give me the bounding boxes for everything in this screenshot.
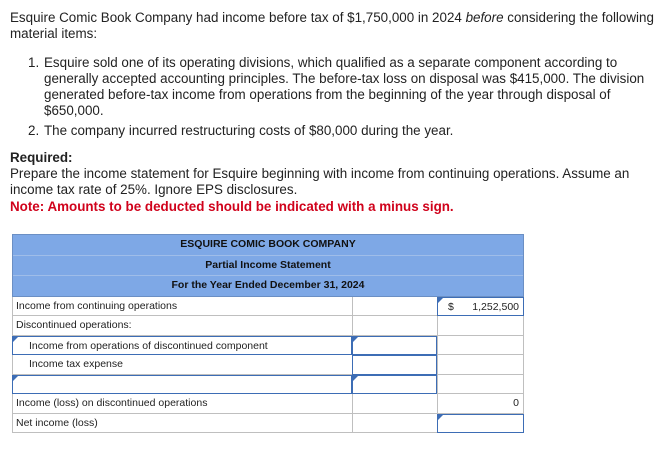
cell-value: 1,252,500	[472, 300, 519, 313]
row-label: Income tax expense	[12, 355, 352, 375]
item-number: 1.	[28, 55, 40, 70]
list-item	[28, 55, 648, 119]
net-income-input[interactable]	[437, 414, 524, 434]
row-label: Income from continuing operations	[12, 297, 352, 317]
amount-cell	[352, 316, 437, 336]
total-cell	[437, 316, 524, 336]
amount-cell	[352, 394, 437, 414]
discontinued-income-amount-input[interactable]	[352, 336, 437, 356]
total-cell	[437, 375, 524, 395]
table-row	[12, 414, 524, 434]
table-row	[12, 375, 524, 395]
required-text: Prepare the income statement for Esquire beginning with income from continuing operations. Assume an income tax rate of 25%. Ignore EPS disclosures.	[10, 166, 630, 197]
input-flag-icon	[13, 337, 18, 342]
total-cell	[437, 355, 524, 375]
item-number: 2.	[28, 123, 40, 138]
cell-value: 0	[513, 397, 519, 409]
company-name: ESQUIRE COMIC BOOK COMPANY	[13, 235, 523, 256]
dollar-sign: $	[448, 300, 454, 313]
statement-title: Partial Income Statement	[13, 256, 523, 277]
material-items-list	[28, 55, 648, 143]
amount-cell	[352, 297, 437, 317]
blank-label-select[interactable]	[12, 375, 352, 395]
intro-emphasis: before	[465, 10, 504, 25]
intro-text-start: Esquire Comic Book Company had income before tax of $1,750,000 in 2024	[10, 10, 466, 25]
input-flag-icon	[13, 376, 18, 381]
input-flag-icon	[353, 376, 358, 381]
blank-amount-input[interactable]	[352, 375, 437, 395]
row-label: Discontinued operations:	[12, 316, 352, 336]
item-text: The company incurred restructuring costs of $80,000 during the year.	[44, 123, 454, 138]
table-row	[12, 316, 524, 336]
discontinued-total-cell	[437, 394, 524, 414]
table-row	[12, 336, 524, 356]
item-text: Esquire sold one of its operating divisions, which qualified as a separate component according to generally accepted accounting principles. The before-tax loss on disposal was $415,000. The division generated before-tax income from operations from the beginning of the year through disposal of $650,000.	[44, 55, 645, 118]
discontinued-income-label-select[interactable]	[12, 336, 352, 356]
income-tax-amount-input[interactable]	[352, 355, 437, 375]
row-label: Income from operations of discontinued component	[29, 339, 268, 352]
amount-cell	[352, 414, 437, 434]
income-statement-table	[12, 234, 524, 433]
minus-sign-note: Note: Amounts to be deducted should be indicated with a minus sign.	[10, 199, 454, 214]
required-title: Required:	[10, 150, 73, 165]
table-row	[12, 297, 524, 317]
row-label: Net income (loss)	[12, 414, 352, 434]
total-cell	[437, 336, 524, 356]
input-flag-icon	[438, 298, 443, 303]
intro-paragraph	[10, 10, 656, 42]
input-flag-icon	[353, 337, 358, 342]
input-flag-icon	[438, 415, 443, 420]
list-item	[28, 123, 648, 139]
table-row	[12, 355, 524, 375]
continuing-operations-input[interactable]	[437, 297, 524, 317]
statement-header	[12, 234, 524, 297]
intro-text-end: considering the following material items:	[10, 10, 654, 41]
table-row	[12, 394, 524, 414]
statement-period: For the Year Ended December 31, 2024	[171, 279, 365, 291]
row-label: Income (loss) on discontinued operations	[12, 394, 352, 414]
